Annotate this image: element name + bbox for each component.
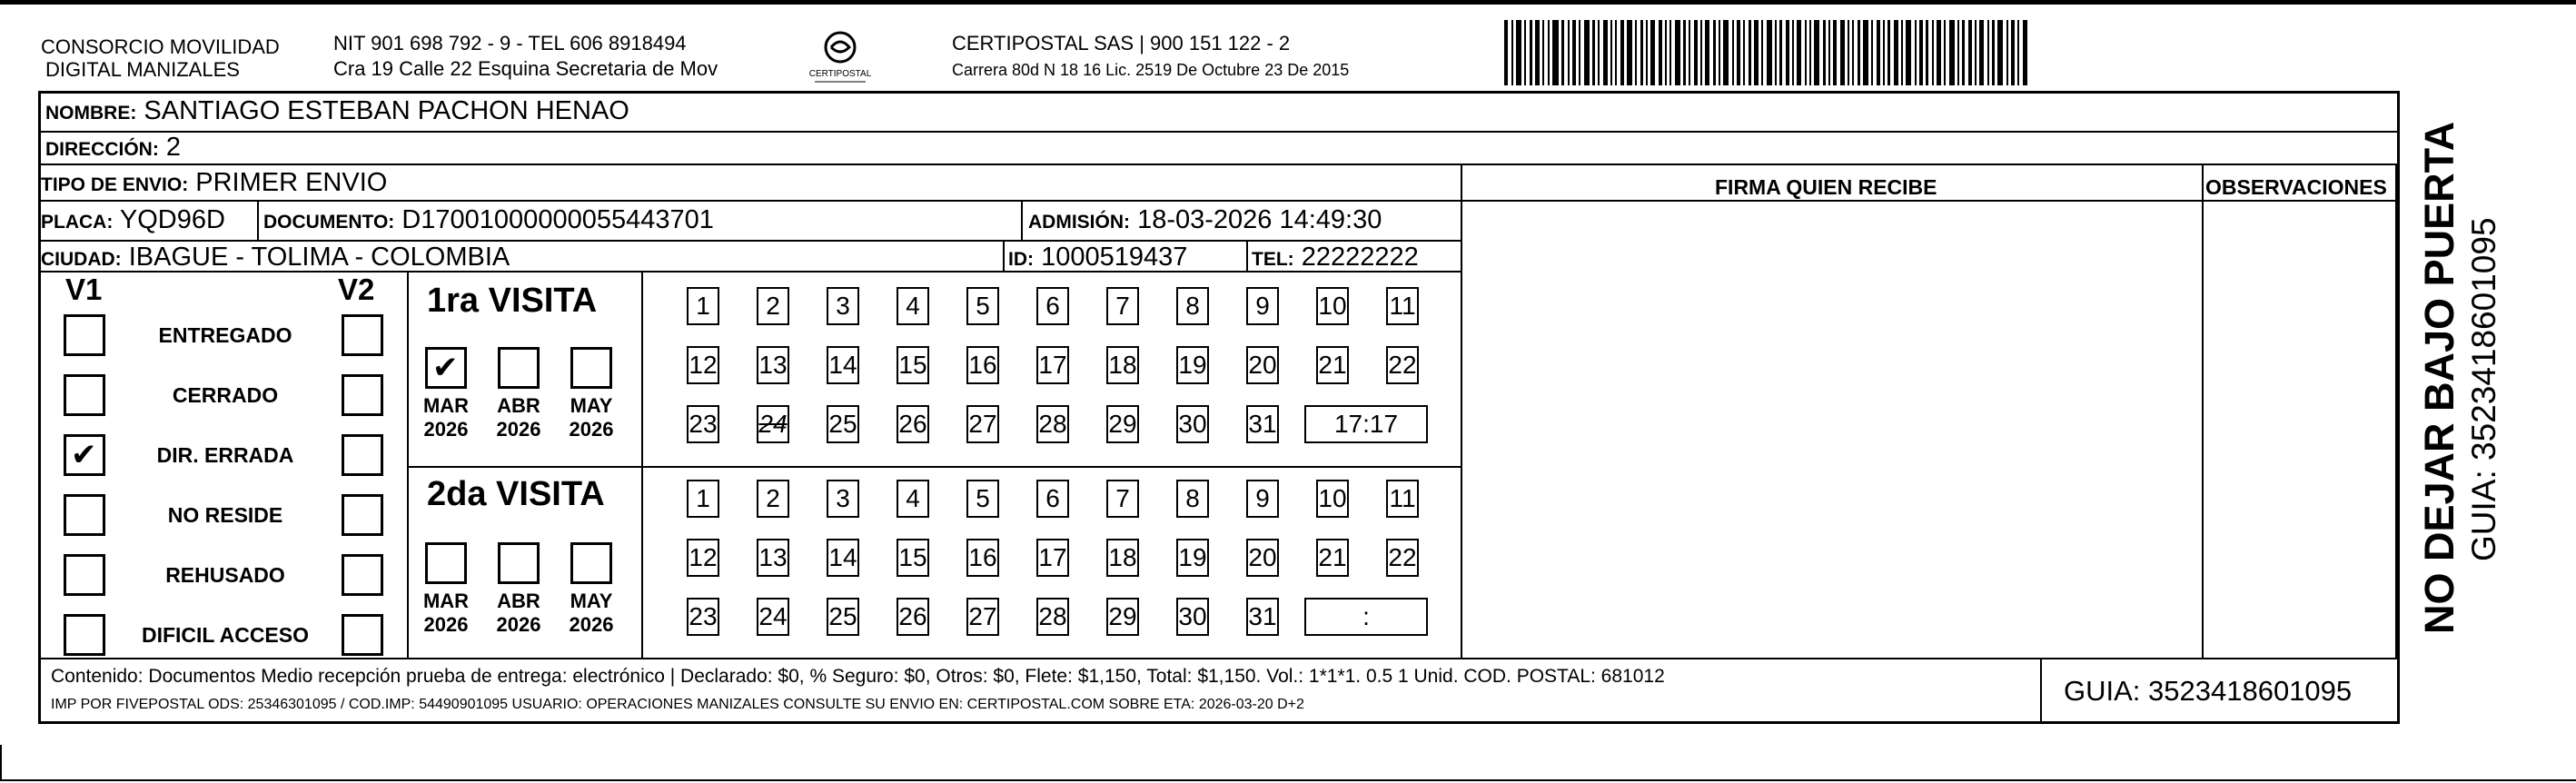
barcode-bar	[1592, 20, 1595, 85]
day-box[interactable]: 29	[1106, 598, 1139, 636]
time-box[interactable]: 17:17	[1304, 405, 1428, 443]
v1-header: V1	[65, 273, 103, 306]
day-box[interactable]: 14	[827, 539, 859, 577]
barcode-bar	[1694, 20, 1698, 85]
tel-cell	[1252, 242, 1419, 275]
month-checkbox[interactable]	[425, 542, 467, 584]
day-box[interactable]: 6	[1036, 480, 1069, 518]
barcode-bar	[1975, 20, 1977, 85]
day-box[interactable]: 26	[897, 405, 929, 443]
year-label: 2026	[496, 613, 541, 636]
day-box[interactable]: 30	[1176, 598, 1209, 636]
day-box[interactable]: 8	[1176, 480, 1209, 518]
v1-checkbox[interactable]	[64, 614, 105, 656]
barcode-bar	[1987, 20, 1989, 85]
barcode-bar	[1504, 20, 1508, 85]
barcode-bar	[1530, 20, 1532, 85]
ciudad-cell	[41, 242, 510, 275]
day-box[interactable]: 29	[1106, 405, 1139, 443]
month-checkbox[interactable]	[570, 542, 612, 584]
day-box[interactable]: 16	[966, 539, 999, 577]
direccion-value: 2	[165, 133, 182, 162]
year-label: 2026	[569, 418, 614, 441]
barcode-bar	[1584, 20, 1590, 85]
day-box[interactable]: 20	[1246, 539, 1279, 577]
courier-address: Carrera 80d N 18 16 Lic. 2519 De Octubre 23 De 2015	[952, 61, 1350, 79]
barcode-bar	[1997, 20, 2003, 85]
id-cell	[1008, 242, 1187, 275]
company-name-line1: CONSORCIO MOVILIDAD	[41, 35, 280, 58]
barcode-bar	[1833, 20, 1837, 85]
barcode-bar	[1968, 20, 1972, 85]
barcode-bar	[1675, 20, 1680, 85]
day-box[interactable]: 11	[1386, 480, 1419, 518]
day-box[interactable]: 18	[1106, 539, 1139, 577]
day-box[interactable]: 19	[1176, 346, 1209, 384]
top-rule	[0, 0, 2576, 13]
month-checkbox[interactable]	[498, 542, 540, 584]
day-box[interactable]: 17	[1036, 539, 1069, 577]
ciudad-label: CIUDAD:	[41, 249, 122, 270]
barcode-bar	[1848, 20, 1849, 85]
day-box[interactable]: 28	[1036, 405, 1069, 443]
month-label: ABR	[497, 590, 540, 612]
barcode-bar	[1603, 20, 1608, 85]
barcode-bar	[1665, 20, 1667, 85]
checkmark-icon: ✔	[71, 437, 97, 473]
month-label: MAY	[570, 394, 613, 417]
barcode-bar	[1732, 20, 1734, 85]
barcode-bar	[1659, 20, 1662, 85]
day-box[interactable]: 5	[966, 287, 999, 325]
day-box[interactable]: 1	[687, 480, 719, 518]
barcode-bar	[1650, 20, 1655, 85]
barcode-bar	[1962, 20, 1965, 85]
side-guia: GUIA: 3523418601095	[2465, 217, 2502, 561]
barcode-bar	[1871, 20, 1873, 85]
day-box[interactable]: 13	[757, 539, 789, 577]
v2-checkbox[interactable]	[342, 614, 383, 656]
barcode-bar	[1863, 20, 1868, 85]
id-label: ID:	[1008, 249, 1034, 270]
barcode-bar	[1754, 20, 1759, 85]
tipo-envio-row	[41, 167, 387, 201]
checkmark-icon: ✔	[432, 350, 459, 386]
day-box[interactable]: 11	[1386, 287, 1419, 325]
nombre-value: SANTIAGO ESTEBAN PACHON HENAO	[144, 96, 629, 125]
barcode-bar	[1915, 20, 1917, 85]
barcode-bar	[1535, 20, 1540, 85]
barcode-bar	[1572, 20, 1576, 85]
barcode-bar	[1561, 20, 1564, 85]
barcode-bar	[2006, 20, 2008, 85]
day-box[interactable]: 9	[1246, 480, 1279, 518]
barcode-bar	[1814, 20, 1819, 85]
v1-checkbox[interactable]	[64, 314, 105, 356]
v2-checkbox[interactable]	[342, 494, 383, 536]
status-option-label: CERRADO	[172, 383, 279, 407]
placa-cell	[41, 204, 225, 238]
day-box[interactable]: 13	[757, 346, 789, 384]
barcode-bar	[1635, 20, 1637, 85]
month-checkbox[interactable]	[425, 347, 467, 389]
day-box[interactable]: 17	[1036, 346, 1069, 384]
certipostal-logo	[804, 27, 877, 89]
day-box[interactable]: 4	[897, 287, 929, 325]
rule	[1003, 240, 1005, 271]
nombre-label: NOMBRE:	[45, 103, 137, 124]
barcode-bar	[1919, 20, 1923, 85]
tel-label: TEL:	[1252, 249, 1294, 270]
day-box[interactable]: 28	[1036, 598, 1069, 636]
barcode-bar	[1749, 20, 1751, 85]
status-option-label: DIFICIL ACCESO	[141, 623, 309, 647]
day-box[interactable]: 19	[1176, 539, 1209, 577]
v2-checkbox[interactable]	[342, 434, 383, 476]
rule	[2040, 658, 2042, 724]
logo-text: CERTIPOSTAL	[808, 69, 872, 79]
tipo-envio-value: PRIMER ENVIO	[195, 168, 388, 197]
bottom-rule	[0, 779, 2576, 781]
day-box[interactable]: 4	[897, 480, 929, 518]
barcode-bar	[1877, 20, 1880, 85]
company-name-line2: DIGITAL MANIZALES	[45, 58, 240, 81]
barcode-bar	[1723, 20, 1729, 85]
barcode-bar	[1957, 20, 1959, 85]
barcode-bar	[1743, 20, 1745, 85]
barcode-bar	[1901, 20, 1903, 85]
barcode-bar	[1937, 20, 1941, 85]
no-dejar-warning: NO DEJAR BAJO PUERTA	[2416, 121, 2462, 634]
day-box[interactable]: 25	[827, 598, 859, 636]
nit-line: NIT 901 698 792 - 9 - TEL 606 8918494	[333, 32, 687, 55]
day-box[interactable]: 26	[897, 598, 929, 636]
day-box[interactable]: 12	[687, 346, 719, 384]
barcode-bar	[2017, 20, 2019, 85]
day-box[interactable]: 25	[827, 405, 859, 443]
day-box[interactable]: 14	[827, 346, 859, 384]
rule	[38, 658, 2400, 659]
company-address: Cra 19 Calle 22 Esquina Secretaria de Mov	[333, 57, 718, 80]
barcode-bar	[1761, 20, 1763, 85]
month-checkbox[interactable]	[570, 347, 612, 389]
barcode	[1504, 20, 2181, 85]
day-box[interactable]: 21	[1316, 539, 1349, 577]
barcode-bar	[1767, 20, 1772, 85]
barcode-bar	[1511, 20, 1513, 85]
day-box[interactable]: 7	[1106, 480, 1139, 518]
rule	[257, 200, 259, 240]
contents-line: Contenido: Documentos Medio recepción prueba de entrega: electrónico | Declarado: $0, % Seguro: $0, Otros: $0, Flete: $1,150, Total: $1,150. Vol.: 1*1*1. 0.5 1 Unid. COD. POSTAL: 681012	[51, 666, 1665, 687]
v1-checkbox[interactable]	[64, 554, 105, 596]
day-box[interactable]	[757, 405, 789, 443]
nombre-row	[45, 95, 629, 129]
day-box[interactable]: 1	[687, 287, 719, 325]
barcode-bar	[1683, 20, 1686, 85]
barcode-bar	[1646, 20, 1648, 85]
year-label: 2026	[423, 613, 469, 636]
marked-day: 24	[758, 410, 788, 438]
month-checkbox[interactable]	[498, 347, 540, 389]
barcode-bar	[1552, 20, 1559, 85]
status-option-label: REHUSADO	[165, 563, 285, 587]
barcode-bar	[1797, 20, 1801, 85]
firma-header: FIRMA QUIEN RECIBE	[1715, 175, 1937, 199]
tel-value: 22222222	[1301, 243, 1419, 272]
month-label: ABR	[497, 394, 540, 417]
placa-value: YQD96D	[119, 205, 225, 234]
barcode-bar	[1883, 20, 1885, 85]
barcode-bar	[1792, 20, 1794, 85]
barcode-bar	[1823, 20, 1826, 85]
year-label: 2026	[423, 418, 469, 441]
status-option-label: ENTREGADO	[158, 323, 292, 347]
v2-checkbox[interactable]	[342, 314, 383, 356]
day-box[interactable]: 27	[966, 405, 999, 443]
barcode-bar	[1610, 20, 1612, 85]
barcode-bar	[1809, 20, 1811, 85]
day-box[interactable]: 8	[1176, 287, 1209, 325]
barcode-bar	[1858, 20, 1860, 85]
day-box[interactable]: 21	[1316, 346, 1349, 384]
direccion-label: DIRECCIÓN:	[45, 139, 159, 160]
rule	[641, 271, 643, 658]
rule	[1246, 240, 1248, 271]
barcode-bar	[1840, 20, 1845, 85]
day-box[interactable]: 31	[1246, 405, 1279, 443]
v1-checkbox[interactable]	[64, 494, 105, 536]
barcode-bar	[1669, 20, 1671, 85]
barcode-bar	[1932, 20, 1934, 85]
barcode-bar	[1516, 20, 1521, 85]
barcode-bar	[1979, 20, 1984, 85]
barcode-bar	[1640, 20, 1643, 85]
v2-checkbox[interactable]	[342, 554, 383, 596]
day-box[interactable]: 22	[1386, 346, 1419, 384]
rule	[407, 271, 409, 658]
observaciones-header: OBSERVACIONES	[2205, 175, 2387, 199]
id-value: 1000519437	[1041, 243, 1188, 272]
barcode-bar	[1775, 20, 1777, 85]
admision-value: 18-03-2026 14:49:30	[1137, 205, 1382, 234]
status-option-label: NO RESIDE	[167, 503, 283, 527]
barcode-bar	[1737, 20, 1740, 85]
tipo-envio-label: TIPO DE ENVIO:	[41, 174, 189, 195]
barcode-bar	[1705, 20, 1709, 85]
barcode-bar	[1906, 20, 1911, 85]
month-label: MAR	[422, 590, 470, 612]
rule	[407, 466, 1461, 468]
day-box[interactable]: 3	[827, 287, 859, 325]
month-label: MAR	[422, 394, 470, 417]
day-box[interactable]: 9	[1246, 287, 1279, 325]
barcode-bar	[1627, 20, 1632, 85]
rule	[1021, 200, 1023, 240]
day-box[interactable]: 24	[757, 598, 789, 636]
year-label: 2026	[569, 613, 614, 636]
second-visit-title: 2da VISITA	[427, 475, 605, 513]
barcode-bar	[1689, 20, 1690, 85]
barcode-bar	[1786, 20, 1789, 85]
barcode-bar	[1598, 20, 1600, 85]
v2-checkbox[interactable]	[342, 374, 383, 416]
day-box[interactable]: 2	[757, 287, 789, 325]
day-box[interactable]: 30	[1176, 405, 1209, 443]
day-box[interactable]: 15	[897, 346, 929, 384]
documento-label: DOCUMENTO:	[263, 212, 395, 233]
guia-footer: GUIA: 3523418601095	[2064, 675, 2353, 707]
barcode-bar	[1719, 20, 1720, 85]
v1-checkbox[interactable]	[64, 374, 105, 416]
form-frame	[38, 91, 2400, 724]
barcode-bar	[1620, 20, 1624, 85]
rule	[38, 131, 2400, 133]
day-box[interactable]: 15	[897, 539, 929, 577]
day-box[interactable]: 27	[966, 598, 999, 636]
year-label: 2026	[496, 418, 541, 441]
documento-value: D17001000000055443701	[401, 205, 714, 234]
day-box[interactable]: 20	[1246, 346, 1279, 384]
barcode-bar	[1828, 20, 1830, 85]
barcode-bar	[2023, 20, 2027, 85]
barcode-bar	[1805, 20, 1807, 85]
rule	[2395, 164, 2397, 658]
barcode-bar	[2011, 20, 2015, 85]
day-box[interactable]: 22	[1386, 539, 1419, 577]
barcode-bar	[1713, 20, 1716, 85]
day-box[interactable]: 5	[966, 480, 999, 518]
barcode-bar	[1926, 20, 1928, 85]
rule	[1461, 164, 1462, 658]
ciudad-value: IBAGUE - TOLIMA - COLOMBIA	[128, 243, 510, 272]
day-box[interactable]: 12	[687, 539, 719, 577]
barcode-bar	[1548, 20, 1550, 85]
imp-line: IMP POR FIVEPOSTAL ODS: 25346301095 / COD.IMP: 54490901095 USUARIO: OPERACIONES MANIZALES CONSULTE SU ENVIO EN: CERTIPOSTAL.COM SOBRE ETA: 2026-03-20 D+2	[51, 697, 1304, 712]
month-label: MAY	[570, 590, 613, 612]
admision-label: ADMISIÓN:	[1028, 212, 1130, 233]
barcode-bar	[1949, 20, 1955, 85]
documento-cell	[263, 204, 714, 238]
barcode-bar	[1542, 20, 1544, 85]
barcode-bar	[1779, 20, 1782, 85]
v1-checkbox[interactable]	[64, 434, 105, 476]
day-box[interactable]: 16	[966, 346, 999, 384]
day-box[interactable]: 3	[827, 480, 859, 518]
courier-name: CERTIPOSTAL SAS | 900 151 122 - 2	[952, 32, 1291, 55]
first-visit-title: 1ra VISITA	[427, 282, 598, 320]
status-option-label: DIR. ERRADA	[156, 443, 294, 467]
barcode-bar	[1992, 20, 1995, 85]
rule	[38, 200, 2400, 202]
v2-header: V2	[338, 273, 375, 306]
left-edge-rule	[0, 745, 2, 781]
placa-label: PLACA:	[41, 212, 114, 233]
day-box[interactable]: 7	[1106, 287, 1139, 325]
barcode-bar	[1615, 20, 1617, 85]
day-box[interactable]: 18	[1106, 346, 1139, 384]
rule	[2202, 164, 2204, 658]
barcode-bar	[1700, 20, 1702, 85]
barcode-bar	[1568, 20, 1570, 85]
day-box[interactable]: 10	[1316, 287, 1349, 325]
admision-cell	[1028, 204, 1382, 238]
day-box[interactable]: 6	[1036, 287, 1069, 325]
day-box[interactable]: 31	[1246, 598, 1279, 636]
day-box[interactable]: 23	[687, 405, 719, 443]
rule	[38, 164, 2400, 165]
time-box[interactable]: :	[1304, 598, 1428, 636]
day-box[interactable]: 23	[687, 598, 719, 636]
day-box[interactable]: 10	[1316, 480, 1349, 518]
barcode-bar	[1852, 20, 1854, 85]
day-box[interactable]: 2	[757, 480, 789, 518]
barcode-bar	[1579, 20, 1580, 85]
barcode-bar	[1524, 20, 1526, 85]
barcode-bar	[1894, 20, 1898, 85]
direccion-row	[45, 132, 181, 165]
barcode-bar	[1944, 20, 1946, 85]
barcode-bar	[1887, 20, 1890, 85]
